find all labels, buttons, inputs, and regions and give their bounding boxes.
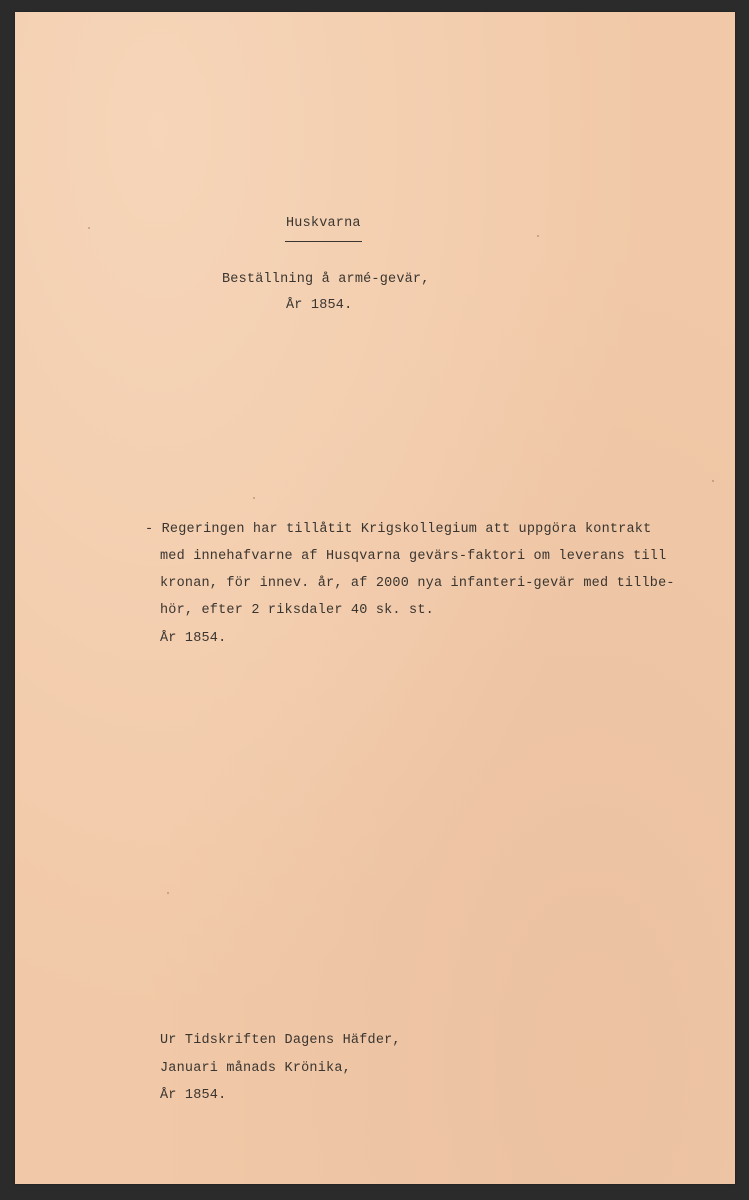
body-line-1: - Regeringen har tillåtit Krigskollegium att uppgöra kontrakt xyxy=(145,522,652,537)
document-title: Huskvarna xyxy=(286,216,361,231)
source-line-2: Januari månads Krönika, xyxy=(160,1061,351,1076)
paper-speck xyxy=(88,227,90,229)
document-year: År 1854. xyxy=(286,298,353,313)
body-line-3: kronan, för innev. år, af 2000 nya infanteri-gevär med tillbe- xyxy=(160,576,675,591)
body-line-2: med innehafvarne af Husqvarna gevärs-faktori om leverans till xyxy=(160,549,667,564)
paper-speck xyxy=(712,480,714,482)
paper-speck xyxy=(167,892,169,894)
document-page xyxy=(15,12,735,1184)
body-line-5: År 1854. xyxy=(160,631,227,646)
body-line-4: hör, efter 2 riksdaler 40 sk. st. xyxy=(160,603,434,618)
paper-speck xyxy=(537,235,539,237)
source-line-1: Ur Tidskriften Dagens Häfder, xyxy=(160,1033,401,1048)
source-line-3: År 1854. xyxy=(160,1088,227,1103)
paper-speck xyxy=(253,497,255,499)
document-subtitle: Beställning å armé-gevär, xyxy=(222,272,430,287)
title-underline xyxy=(285,241,362,242)
